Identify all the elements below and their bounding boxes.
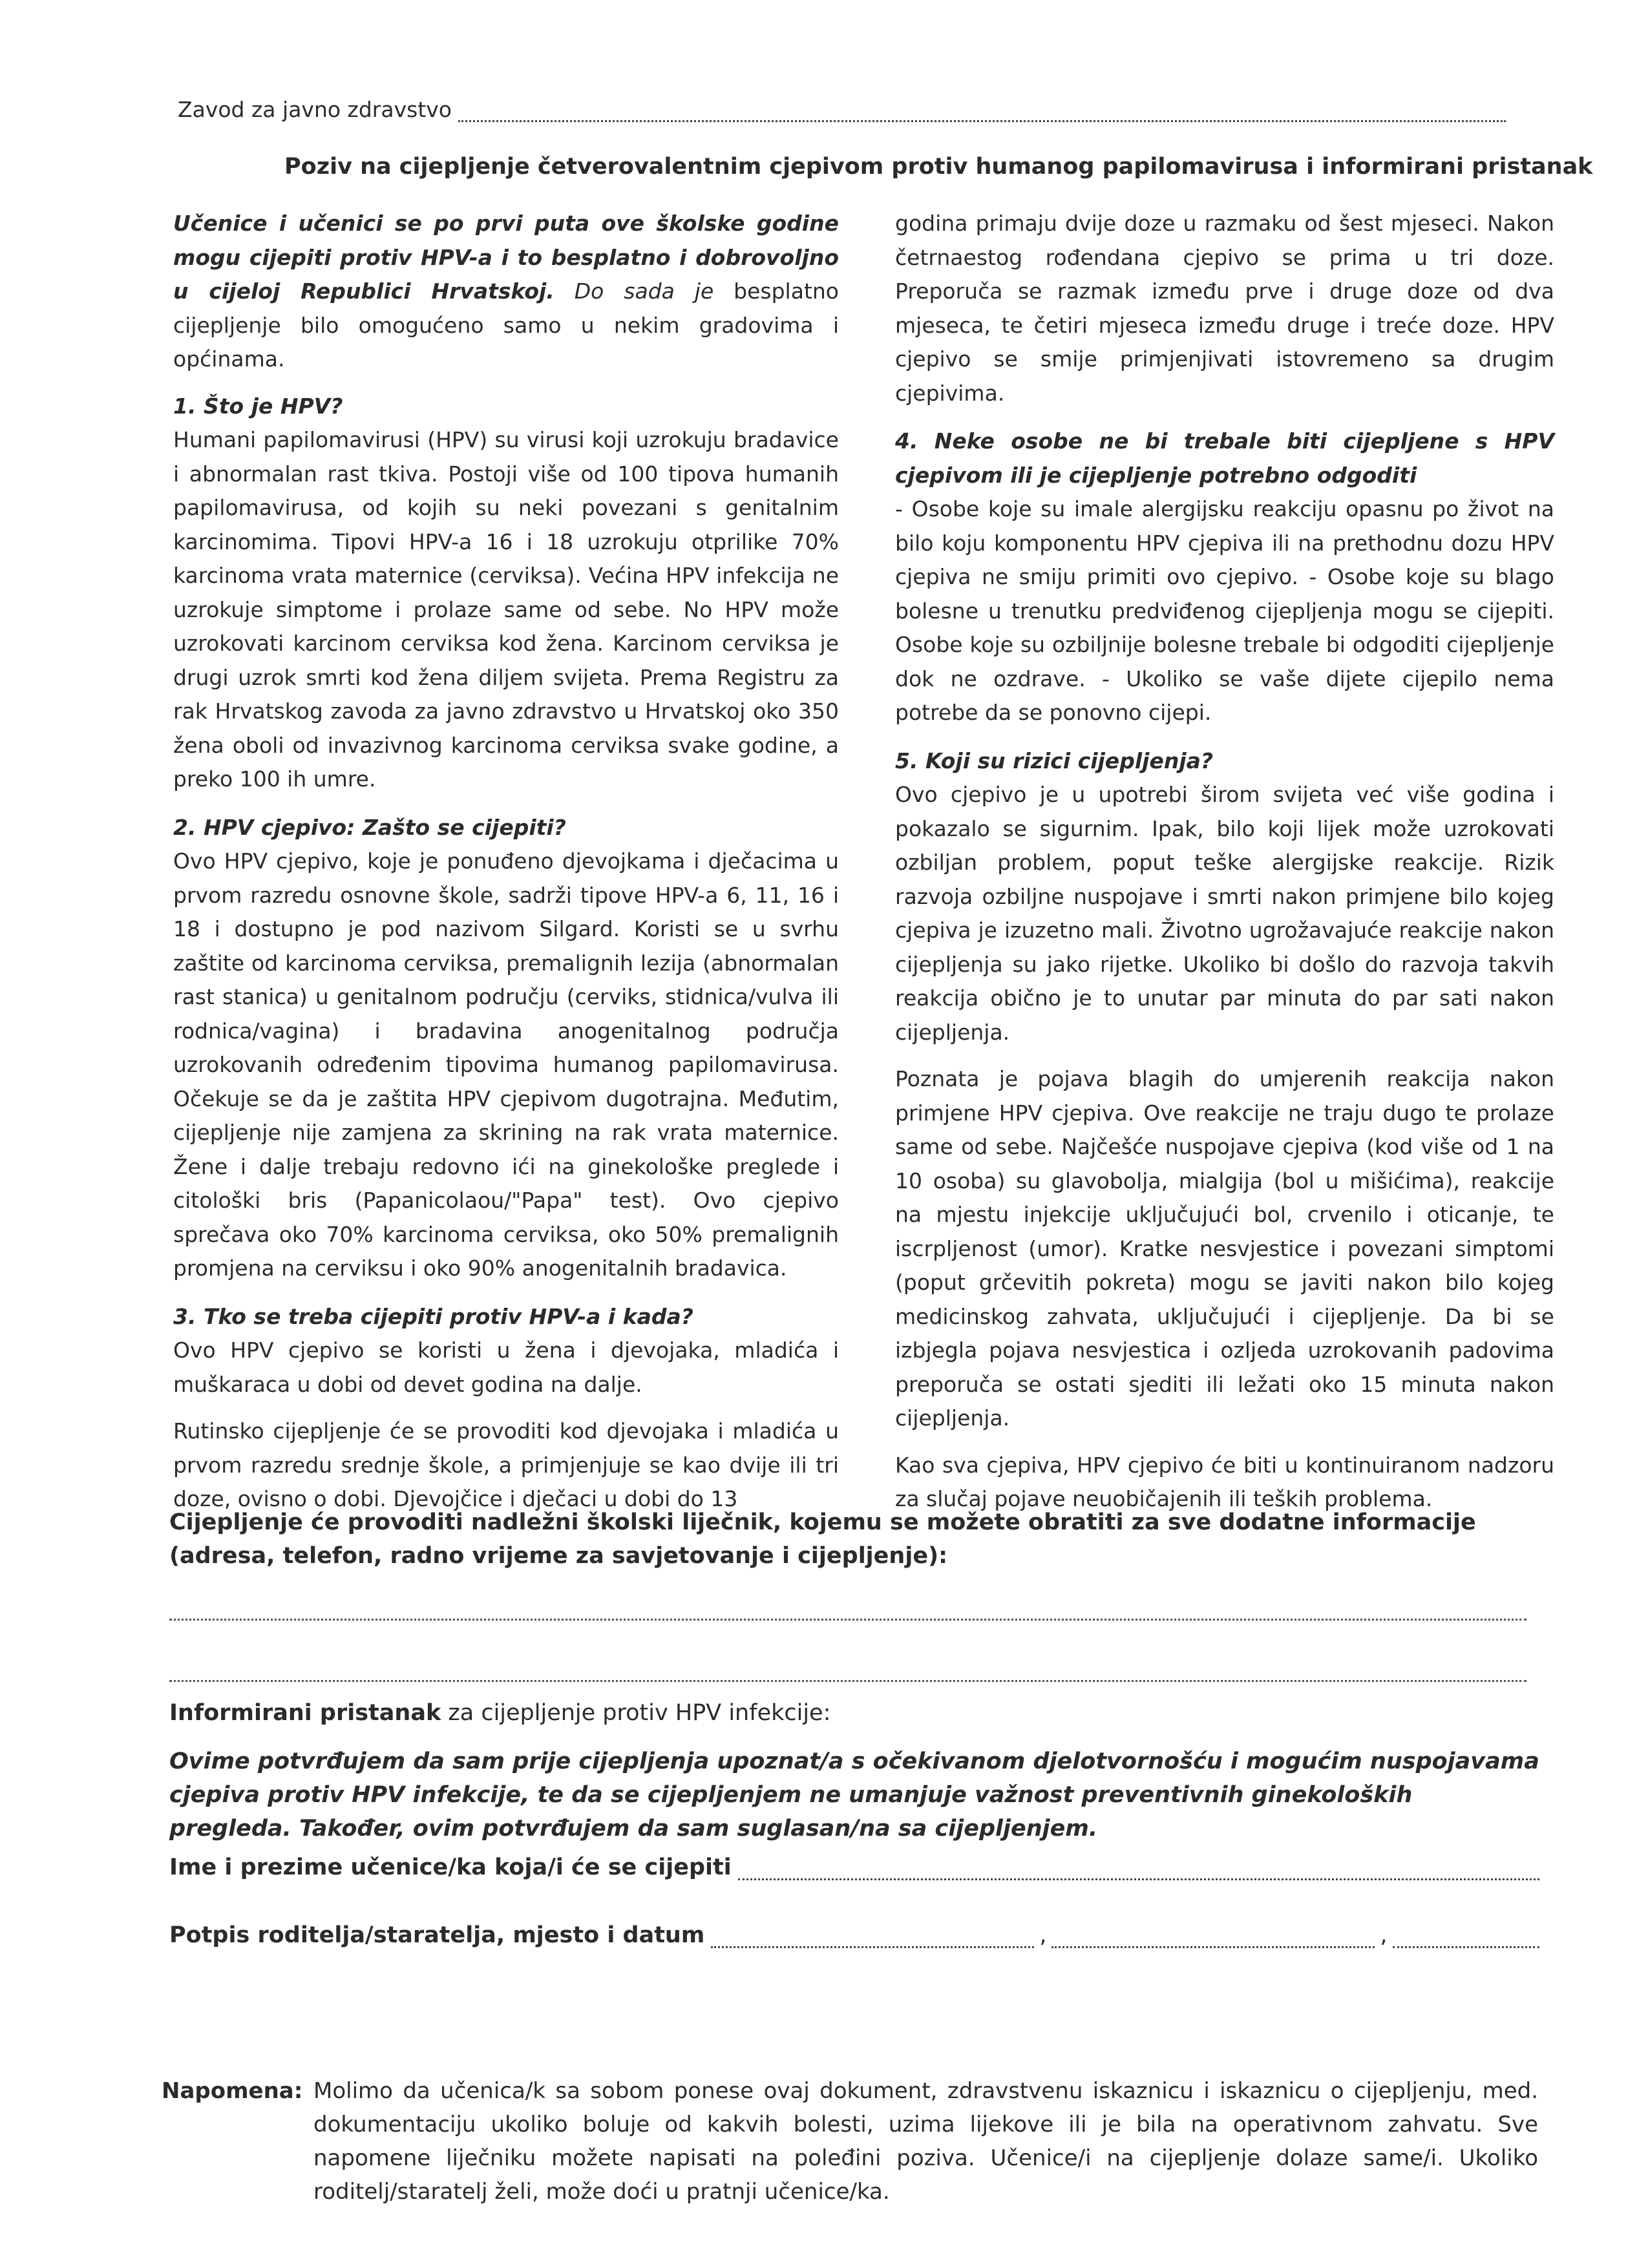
section-2: [173, 811, 839, 1286]
section-paragraph: Rutinsko cijepljenje će se provoditi kod djevojaka i mladića u prvom razredu srednje škole, a primjenjuje se kao dvije ili tri doze, ovisno o dobi. Djevojčice i dječaci u dobi do 13: [173, 1418, 839, 1511]
section-paragraph: - Osobe koje su imale alergijsku reakciju opasnu po život na bilo koju komponentu HPV cjepiva ili na prethodnu dozu HPV cjepiva ne smiju primiti ovo cjepivo. - Osobe koje su blago bolesne u trenutku predviđenog cijepljenja mogu se cijepiti. Osobe koje su ozbiljnije bolesne trebale bi odgoditi cijepljenje dok ne ozdrave. - Ukoliko se vaše dijete cijepilo nema potrebe da se ponovno cijepi.: [895, 496, 1554, 725]
institution-label: Zavod za javno zdravstvo: [178, 97, 452, 122]
student-name-label: Ime i prezime učenice/ka koja/i će se cijepiti: [169, 1854, 732, 1880]
institution-fill-line[interactable]: [458, 101, 1506, 122]
section-paragraph: godina primaju dvije doze u razmaku od šest mjeseci. Nakon četrnaestog rođendana cjepivo se prima u tri doze. Preporuča se razmak između prve i druge doze od dva mjeseca, te četiri mjeseca između druge i treće doze. HPV cjepivo se smije primjenjivati istovremeno sa drugim cjepivima.: [895, 211, 1554, 406]
document-title: Poziv na cijepljenje četverovalentnim cjepivom protiv humanog papilomavirusa i informirani pristanak: [284, 154, 1593, 180]
section-5: [895, 744, 1554, 1517]
intro-paragraph: [173, 207, 839, 377]
doctor-info-text: Cijepljenje će provoditi nadležni školski liječnik, kojemu se možete obratiti za sve dodatne informacije (adresa, telefon, radno vrijeme za savjetovanje i cijepljenje):: [169, 1509, 1476, 1569]
date-line[interactable]: [1393, 1927, 1539, 1948]
section-paragraph: Humani papilomavirusi (HPV) su virusi koji uzrokuju bradavice i abnormalan rast tkiva. Postoji više od 100 tipova humanih papilomavirusa, od kojih su neki povezani s genitalnim karcinomima. Tipovi HPV-a 16 i 18 uzrokuju otprilike 70% karcinoma vrata maternice (cerviksa). Većina HPV infekcija ne uzrokuje simptome i prolaze same od sebe. No HPV može uzrokovati karcinom cerviksa kod žena. Karcinom cerviksa je drugi uzrok smrti kod žena diljem svijeta. Prema Registru za rak Hrvatskog zavoda za javno zdravstvo u Hrvatskoj oko 350 žena oboli od invazivnog karcinoma cerviksa svake godine, a preko 100 ih umre.: [173, 427, 839, 792]
section-heading: 1. Što je HPV?: [173, 393, 343, 419]
signature-line[interactable]: [711, 1927, 1034, 1948]
section-3-continued: [895, 207, 1554, 410]
right-column: [895, 207, 1554, 1531]
section-heading: 3. Tko se treba cijepiti protiv HPV-a i kada?: [173, 1303, 693, 1329]
section-paragraph: Kao sva cjepiva, HPV cjepivo će biti u kontinuiranom nadzoru za slučaj pojave neuobičajenih ili teških problema.: [895, 1452, 1554, 1511]
place-line[interactable]: [1051, 1927, 1375, 1948]
section-paragraph: Ovo cjepivo je u upotrebi širom svijeta već više godina i pokazalo se sigurnim. Ipak, bilo koji lijek može uzrokovati ozbiljan problem, poput teške alergijske reakcije. Rizik razvoja ozbiljne nuspojave i smrti nakon primjene bilo kojeg cjepiva je izuzetno mali. Životno ugrožavajuće reakcije nakon cijepljenja su jako rijetke. Ukoliko bi došlo do razvoja takvih reakcija obično je to unutar par minuta do par sati nakon cijepljenja.: [895, 782, 1554, 1045]
section-paragraph: Ovo HPV cjepivo se koristi u žena i djevojaka, mladića i muškaraca u dobi od devet godina na dalje.: [173, 1338, 839, 1397]
section-heading: 2. HPV cjepivo: Zašto se cijepiti?: [173, 814, 566, 840]
doctor-info-line-1[interactable]: [169, 1619, 1527, 1621]
section-paragraph: Poznata je pojava blagih do umjerenih reakcija nakon primjene HPV cjepiva. Ove reakcije ne traju dugo te prolaze same od sebe. Najčešće nuspojave cjepiva (kod više od 1 na 10 osoba) su glavobolja, mialgija (bol u mišićima), reakcije na mjestu injekcije uključujući bol, crvenilo i oticanje, te iscrpljenost (umor). Kratke nesvjestice i povezani simptomi (poput grčevitih pokreta) mogu se javiti nakon bilo kojeg medicinskog zahvata, uključujući i cijepljenje. Da bi se izbjegla pojava nesvjestica i ozljeda uzrokovanih padovima preporuča se ostati sjediti ili ležati oko 15 minuta nakon cijepljenja.: [895, 1066, 1554, 1431]
intro-italic: Do sada je: [574, 278, 714, 304]
section-3: [173, 1300, 839, 1517]
section-paragraph: Ovo HPV cjepivo, koje je ponuđeno djevojkama i dječacima u prvom razredu osnovne škole, sadrži tipove HPV-a 6, 11, 16 i 18 i dostupno je pod nazivom Silgard. Koristi se u svrhu zaštite od karcinoma cerviksa, premalignih lezija (abnormalan rast stanica) u genitalnom području (cerviks, stidnica/vulva ili rodnica/vagina) i bradavina anogenitalnog područja uzrokovanih određenim tipovima humanog papilomavirusa. Očekuje se da je zaštita HPV cjepivom dugotrajna. Međutim, cijepljenje nije zamjena za skrining na rak vrata maternice. Žene i dalje trebaju redovno ići na ginekološke preglede i citološki bris (Papanicolaou/"Papa" test). Ovo cjepivo sprečava oko 70% karcinoma cerviksa, oko 50% premalignih promjena na cerviksu i oko 90% anogenitalnih bradavica.: [173, 848, 839, 1281]
section-heading: 5. Koji su rizici cijepljenja?: [895, 748, 1214, 773]
section-heading: 4. Neke osobe ne bi trebale biti cijepljene s HPV cjepivom ili je cijepljenje potrebno odgoditi: [895, 428, 1554, 488]
section-4: [895, 425, 1554, 730]
consent-statement: Ovime potvrđujem da sam prije cijepljenja upoznat/a s očekivanom djelotvornošću i mogućim nuspojavama cjepiva protiv HPV infekcije, te da se cijepljenjem ne umanjuje važnost preventivnih ginekoloških pregleda. Također, ovim potvrđujem da sam suglasan/na sa cijepljenjem.: [169, 1748, 1539, 1842]
note-label: Napomena:: [162, 2078, 303, 2104]
signature-label: Potpis roditelja/staratelja, mjesto i datum: [169, 1922, 705, 1948]
signature-field: Potpis roditelja/staratelja, mjesto i datum , ,: [169, 1922, 1539, 1948]
note-block: [162, 2074, 1538, 2209]
consent-label-bold: Informirani pristanak: [169, 1700, 441, 1726]
intro-rest: besplatno cijepljenje bilo omogućeno samo u nekim gradovima i općinama.: [173, 278, 839, 372]
consent-label: [169, 1696, 1539, 1730]
section-1: [173, 390, 839, 797]
institution-line: [178, 97, 1506, 122]
left-column: [173, 207, 839, 1531]
doctor-info-line-2[interactable]: [169, 1680, 1527, 1682]
student-name-field: [169, 1854, 1539, 1880]
intro-bold-italic: Učenice i učenici se po prvi puta ove školske godine mogu cijepiti protiv HPV-a i to besplatno i dobrovoljno u cijeloj Republici Hrvatskoj.: [173, 211, 839, 304]
note-text: Molimo da učenica/k sa sobom ponese ovaj dokument, zdravstvenu iskaznicu i iskaznicu o cijepljenju, med. dokumentaciju ukoliko boluje od kakvih bolesti, uzima lijekove ili je bila na operativnom zahvatu. Sve napomene liječniku možete napisati na poleđini poziva. Učenice/i na cijepljenje dolaze same/i. Ukoliko roditelj/staratelj želi, može doći u pratnji učenice/ka.: [313, 2078, 1538, 2205]
student-name-line[interactable]: [738, 1859, 1539, 1880]
consent-label-rest: za cijepljenje protiv HPV infekcije:: [448, 1700, 831, 1726]
